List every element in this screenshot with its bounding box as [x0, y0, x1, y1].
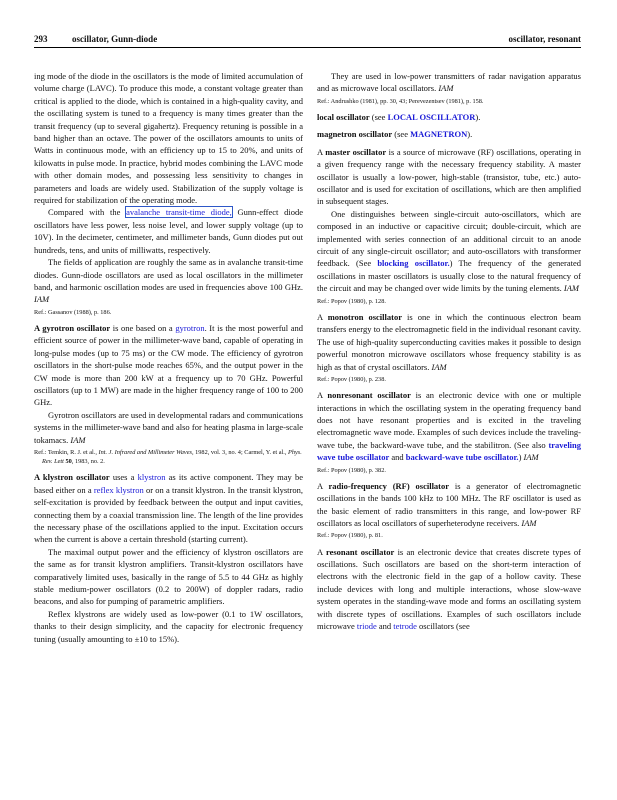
entry-term: magnetron oscillator	[317, 129, 393, 140]
traveling-wave-tube-link[interactable]: traveling wave tube oscillator	[317, 439, 582, 463]
entry-term: local oscillator	[317, 112, 370, 123]
entry-rf-oscillator: A radio-frequency (RF) oscillator is a generator of electromagnetic oscillations in the bands 100 kHz to 100 MHz. The RF oscillator is used as the basic element of radio transmitters in this range, and low-power RF oscillators as local oscillators of superheterodyne receivers. IAM	[317, 480, 582, 528]
reference: Ref.: Popov (1980), p. 382.	[317, 466, 386, 474]
reference: Ref.: Gassanov (1988), p. 186.	[34, 308, 112, 316]
reference: Ref.: Temkin, R. J. et al., Int. J. Infrared and Millimeter Waves, 1982, vol. 3, no. 4; Carmel, Y. et al., Phys. Rev. Lett 50, 1983, no. 2.	[34, 448, 302, 466]
reference: Ref.: Andrushko (1981), pp. 30, 43; Perevezentsev (1981), p. 158.	[317, 97, 484, 105]
tetrode-link[interactable]: tetrode	[393, 621, 417, 632]
triode-link[interactable]: triode	[356, 621, 377, 632]
blocking-oscillator-link[interactable]: blocking oscillator.	[377, 258, 450, 269]
entry-resonant-oscillator: A resonant oscillator is an electronic device that creates discrete types of oscillations. Such oscillators are based on the short-term interaction of electrons with the electronic field in the gap of a hollow cavity. These include devices with long and multiple interactions, whose slow-wave system operates in the standing-wave mode and forms an oscillating system with discrete types of oscillations. Examples of such oscillators include microwave triode and tetrode oscillators (see	[317, 546, 582, 632]
entry-term: monotron oscillator	[327, 311, 402, 322]
backward-wave-tube-link[interactable]: backward-wave tube oscillator.	[405, 452, 519, 463]
entry-term: master oscillator	[325, 146, 387, 157]
right-column	[317, 70, 581, 632]
reference: Ref.: Popov (1980), p. 128.	[317, 297, 386, 305]
entry-local-oscillator: local oscillator (see LOCAL OSCILLATOR).	[317, 112, 481, 123]
entry-term: nonresonant oscillator	[327, 390, 411, 401]
paragraph: Compared with the avalanche transit-time diode, Gunn-effect diode oscillators have less power, less noise level, and lower supply voltage (up to 10V). In the decimeter, centimeter, and millimeter bands, Gunn diodes put out hundreds, tens, and units of milliwatts, respectively.	[34, 207, 304, 255]
magnetron-link[interactable]: MAGNETRON	[410, 129, 468, 140]
klystron-link[interactable]: klystron	[137, 472, 166, 483]
avalanche-diode-link[interactable]: avalanche transit-time diode,	[126, 207, 232, 218]
gyrotron-link[interactable]: gyrotron	[175, 322, 205, 333]
entry-magnetron-oscillator: magnetron oscillator (see MAGNETRON).	[317, 129, 473, 140]
reference: Ref.: Popov (1980), p. 238.	[317, 375, 386, 383]
entry-term: radio-frequency (RF) oscillator	[328, 480, 450, 491]
paragraph: The fields of application are roughly the same as in avalanche transit-time diodes. Gunn-diode oscillators are used as local oscillators in the millimeter band, and harmonic oscillation modes are used in frequencies above 100 GHz. IAM	[34, 257, 303, 305]
entry-nonresonant-oscillator: A nonresonant oscillator is an electronic device with one or multiple interactions in which the oscillating system in the operating frequency band does not have resonant properties and is excited in the traveling electromagnetic wave mode. Examples of such devices include the traveling-wave tube, the backward-wave tube, and the stabilitron. (See also traveling wave tube oscillator and backward-wave tube oscillator.) IAM	[317, 390, 582, 463]
entry-gyrotron-oscillator: A gyrotron oscillator is one based on a gyrotron. It is the most powerful and efficient source of power in the millimeter-wave band, capable of operating in long-pulse modes (up to 75 ms) or the CW mode. The efficiency of gyrotron oscillators in the short-pulse mode reaches 65%, and the output power in the CW mode is more than 200 kW at a frequency up to 70 GHz. Powerful oscillators (up to 1 MW) are made in the higher frequency range of 100 to 200 GHz.	[34, 322, 304, 408]
left-column	[34, 70, 303, 645]
running-head-right: oscillator, resonant	[508, 34, 581, 44]
entry-monotron-oscillator: A monotron oscillator is one in which the continuous electron beam transfers energy to the electromagnetic field in the individual resonant cavity. The use of high-quality superconducting cavities makes it possible to design powerful monotron microwave oscillators whose frequency stability is as high as that of crystal oscillators. IAM	[317, 311, 581, 372]
paragraph: They are used in low-power transmitters of radar navigation apparatus and as microwave local oscillators. IAM	[317, 71, 581, 94]
entry-term: A gyrotron oscillator	[34, 322, 111, 333]
local-oscillator-link[interactable]: LOCAL OSCILLATOR	[387, 112, 476, 123]
entry-master-oscillator: A master oscillator is a source of microwave (RF) oscillations, operating in a given frequency range with the necessary frequency stability. A master oscillator is usually a low-power, high-stable (transistor, tube, etc.) auto-oscillator and is used for excitation of oscillations, which are then amplified in subsequent stages.	[317, 146, 581, 207]
entry-klystron-oscillator: A klystron oscillator uses a klystron as its active component. They may be based either on a reflex klystron or on a transit klystron. In the transit klystron, self-excitation is provided by feedback between the output and input cavities, connecting them by a coaxial transmission line. The length of the line provides the necessary phase of the oscillations applied to the input. Excitation occurs when the current is above a certain threshold (starting current).	[34, 472, 304, 545]
entry-term: A klystron oscillator	[34, 472, 110, 483]
entry-term: resonant oscillator	[325, 546, 395, 557]
header-rule	[34, 47, 581, 48]
running-head-left: oscillator, Gunn-diode	[72, 34, 158, 44]
reference: Ref.: Popov (1980), p. 81.	[317, 532, 383, 540]
paragraph: Reflex klystrons are widely used as low-power (0.1 to 1W oscillators, thanks to their design simplicity, and the capacity for electronic frequency tuning (usually amounting to ±10 to 15%).	[34, 608, 303, 644]
paragraph: Gyrotron oscillators are used in developmental radars and communications systems in the millimeter-wave band and also for heating plasma in large-scale tokamacs. IAM	[34, 409, 303, 445]
paragraph: ing mode of the diode in the oscillators is the mode of limited accumulation of volume charge (LAVC). To produce this mode, a constant voltage greater than critical is applied to the diode, which is contained in a high-quality cavity, and the oscillating system is tuned to a frequency is many times greater than the transit frequency (up to several gigahertz). Frequency retuning is possible in a band higher than an octave. The power of the oscillators amounts to units of Watts in continuous mode, with an efficiency up to 15 to 20%, and units of kilowatts in pulse mode. In practice, hybrid modes combining the LAVC mode with other domain modes, and possessing less sensitivity to changes in parameters and loads are widely used. Stabilization of the supply voltage is required for stabilization of the operating mode.	[34, 71, 303, 206]
reflex-klystron-link[interactable]: reflex klystron	[93, 484, 144, 495]
paragraph: One distinguishes between single-circuit auto-oscillators, which are composed in an inductive or capacitive circuit; double-circuit, which are implemented with series connection of an additional circuit to an anode circuit of any single-circuit oscillator; and auto-oscillators with transformer feedback. (See blocking oscillator.) The frequency of the generated oscillations in master oscillators is usually close to the natural frequency of the circuit and may be changed over wide limits by the tuning elements. IAM	[317, 208, 581, 294]
page-number: 293	[34, 34, 48, 44]
paragraph: The maximal output power and the efficiency of klystron oscillators are the same as for transit klystron amplifiers. Transit-klystron oscillators have comparatively limited uses, basically in the range of 5.5 to 44 GHz as highly stable medium-power oscillators (0.2 to 200W) of doppler radars, radio beacons, and also for pumping of parametric amplifiers.	[34, 546, 303, 607]
